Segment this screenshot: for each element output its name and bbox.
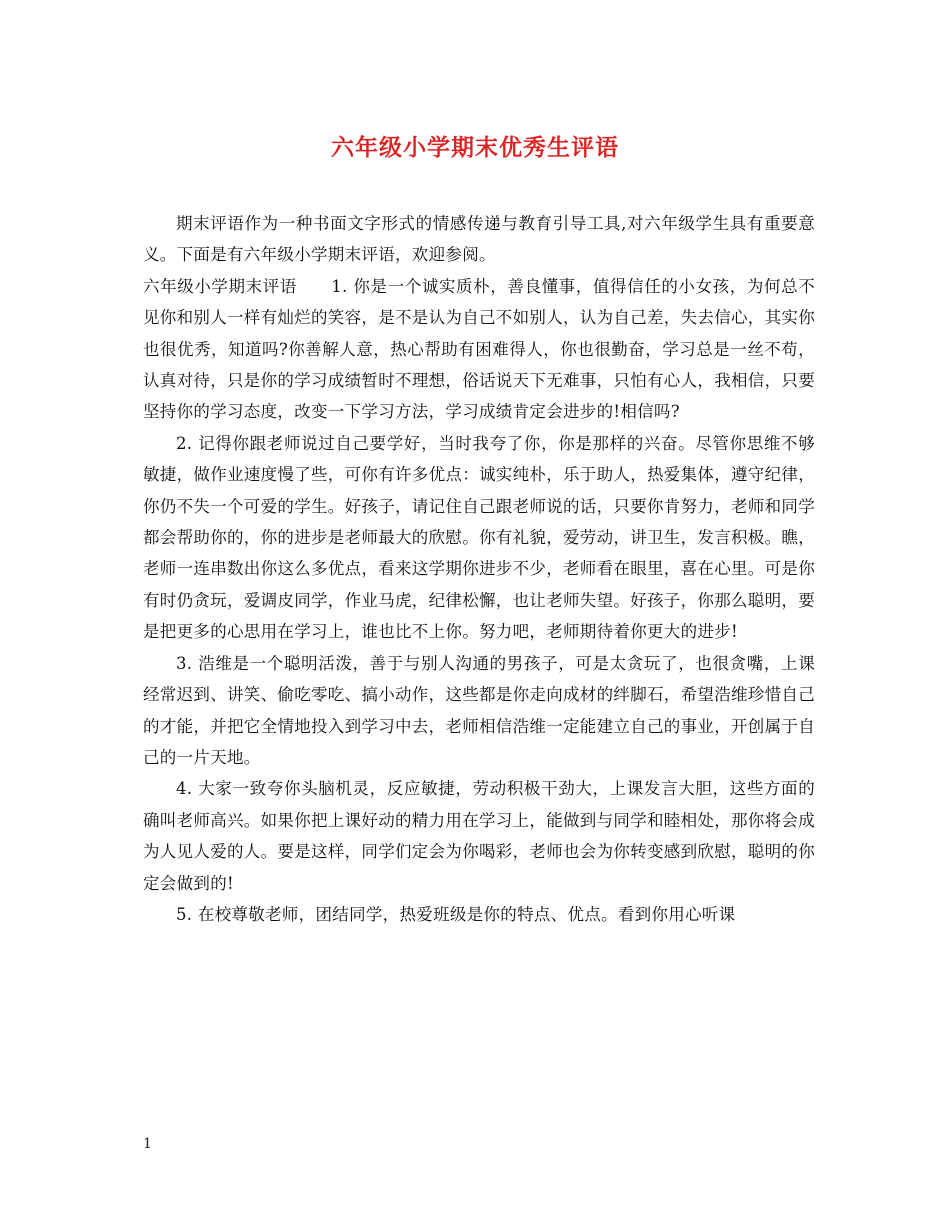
paragraph-intro: 期末评语作为一种书面文字形式的情感传递与教育引导工具,对六年级学生具有重要意义。下面是有六年级小学期末评语，欢迎参阅。 xyxy=(143,214,815,265)
paragraph-item-3: 3. 浩维是一个聪明活泼，善于与别人沟通的男孩子，可是太贪玩了，也很贪嘴，上课经常迟到、讲笑、偷吃零吃、搞小动作，这些都是你走向成材的绊脚石，希望浩维珍惜自己的才能，并把它全情地投入到学习中去，老师相信浩维一定能建立自己的事业，开创属于自己的一片天地。 xyxy=(143,653,815,767)
document-title: 六年级小学期末优秀生评语 xyxy=(331,134,619,161)
page-number: 1 xyxy=(143,1136,152,1152)
paragraph-item-2: 2. 记得你跟老师说过自己要学好，当时我夸了你，你是那样的兴奋。尽管你思维不够敏捷，做作业速度慢了些，可你有许多优点：诚实纯朴，乐于助人，热爱集体，遵守纪律，你仍不失一个可爱的学生。好孩子，请记住自己跟老师说的话，只要你肯努力，老师和同学都会帮助你的，你的进步是老师最大的欣慰。你有礼貌，爱劳动，讲卫生，发言积极。瞧，老师一连串数出你这么多优点，看来这学期你进步不少，老师看在眼里，喜在心里。可是你有时仍贪玩，爱调皮同学，作业马虎，纪律松懈，也让老师失望。好孩子，你那么聪明，要是把更多的心思用在学习上，谁也比不上你。努力吧，老师期待着你更大的进步! xyxy=(143,433,815,642)
paragraph-item-4: 4. 大家一致夸你头脑机灵，反应敏捷，劳动积极干劲大，上课发言大胆，这些方面的确叫老师高兴。如果你把上课好动的精力用在学习上，能做到与同学和睦相处，那你将会成为人见人爱的人。要是这样，同学们定会为你喝彩，老师也会为你转变感到欣慰，聪明的你定会做到的! xyxy=(143,779,815,893)
paragraph-item-5: 5. 在校尊敬老师，团结同学，热爱班级是你的特点、优点。看到你用心听课 xyxy=(176,904,736,924)
paragraph-item-1: 六年级小学期末评语 1. 你是一个诚实质朴，善良懂事，值得信任的小女孩，为何总不见你和别人一样有灿烂的笑容，是不是认为自己不如别人，认为自己差，失去信心，其实你也很优秀，知道吗?你善解人意，热心帮助有困难得人，你也很勤奋，学习总是一丝不苟，认真对待，只是你的学习成绩暂时不理想，俗话说天下无难事，只怕有心人，我相信，只要坚持你的学习态度，改变一下学习方法，学习成绩肯定会进步的!相信吗? xyxy=(143,276,815,422)
document-body xyxy=(143,208,815,930)
